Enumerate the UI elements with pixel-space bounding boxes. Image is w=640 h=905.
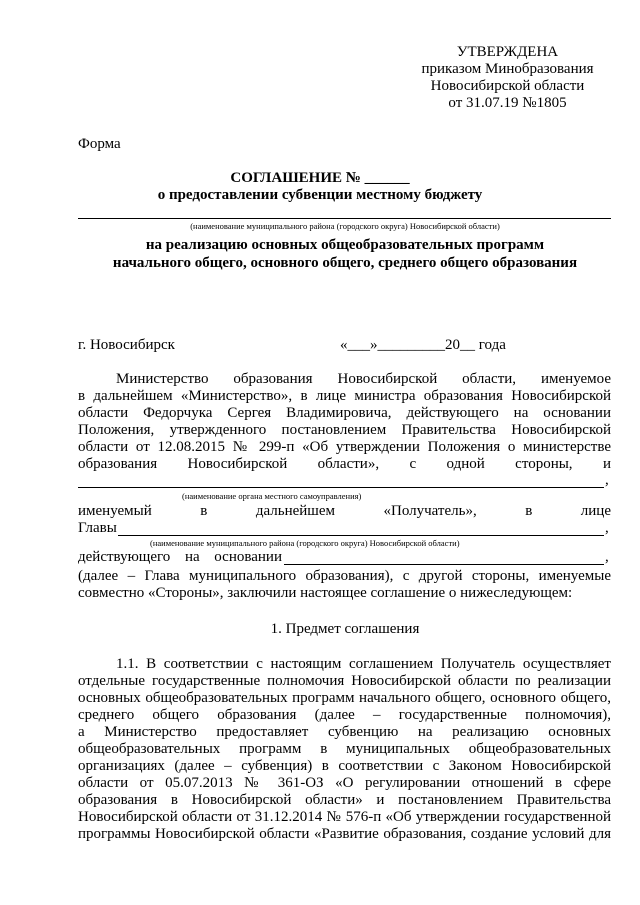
approval-line-4: от 31.07.19 №1805 <box>448 95 567 111</box>
section-1-title: 1. Предмет соглашения <box>270 621 420 637</box>
section-1-line-4: среднего общего образования (далее – государственные полномочия), <box>78 707 611 723</box>
municipality-caption: (наименование муниципального района (городского округа) Новосибирской области) <box>190 221 500 231</box>
local-gov-caption: (наименование органа местного самоуправления) <box>182 491 362 501</box>
comma-1: , <box>605 472 609 488</box>
preamble-line-5: области от 12.08.2015 № 299-п «Об утверждении Положения о министерстве <box>78 439 611 455</box>
approval-line-1: УТВЕРЖДЕНА <box>456 44 559 60</box>
approval-stamp <box>405 44 610 112</box>
section-1-line-6: общеобразовательных программ в муниципальных общеобразовательных <box>78 741 611 757</box>
approval-line-3: Новосибирской области <box>430 78 585 94</box>
preamble-line-7: именуемый в дальнейшем «Получатель», в лице <box>78 503 611 519</box>
preamble-line-3: области Федорчука Сергея Владимировича, действующего на основании <box>78 405 611 421</box>
preamble-line-1: Министерство образования Новосибирской области, именуемое <box>116 371 611 387</box>
local-gov-blank-line <box>78 487 604 488</box>
section-1-line-9: образования в Новосибирской области» и постановлением Правительства <box>78 792 611 808</box>
section-1-line-2: отдельные государственные полномочия Новосибирской области по реализации <box>78 673 611 689</box>
date-template: «___»_________20__ года <box>340 337 506 353</box>
agreement-subtitle: о предоставлении субвенции местному бюджету <box>157 187 483 203</box>
preamble-line-8-prefix: Главы <box>78 520 117 536</box>
section-1-line-7: организациях (далее – субвенция) в соответствии с Законом Новосибирской <box>78 758 611 774</box>
section-1-line-3: основных общеобразовательных программ начального общего, основного общего, <box>78 690 611 706</box>
municipality-blank-line <box>78 218 611 219</box>
purpose-line-2: начального общего, основного общего, среднего общего образования <box>112 255 578 271</box>
comma-2: , <box>605 520 609 536</box>
comma-3: , <box>605 549 609 565</box>
section-1-line-1: 1.1. В соответствии с настоящим соглашением Получатель осуществляет <box>116 656 611 672</box>
city: г. Новосибирск <box>78 337 175 353</box>
section-1-line-11: программы Новосибирской области «Развитие образования, создание условий для <box>78 826 611 842</box>
preamble-line-11: совместно «Стороны», заключили настоящее соглашение о нижеследующем: <box>78 585 573 601</box>
agreement-title: СОГЛАШЕНИЕ № ______ <box>230 170 410 186</box>
form-label: Форма <box>78 136 121 152</box>
preamble-line-10: (далее – Глава муниципального образования), с другой стороны, именуемые <box>78 568 611 584</box>
preamble-line-6: образования Новосибирской области», с одной стороны, и <box>78 456 611 472</box>
approval-line-2: приказом Минобразования <box>421 61 594 77</box>
section-1-line-5: а Министерство предоставляет субвенцию на реализацию основных <box>78 724 611 740</box>
preamble-line-2: в дальнейшем «Министерство», в лице министра образования Новосибирской <box>78 388 611 404</box>
section-1-line-8: области от 05.07.2013 № 361-ОЗ «О регулировании отношений в сфере <box>78 775 611 791</box>
preamble-line-9-prefix: действующего на основании <box>78 549 282 565</box>
basis-blank-line <box>284 564 604 565</box>
district-blank-line <box>118 535 604 536</box>
section-1-line-10: Новосибирской области от 31.12.2014 № 576-п «Об утверждении государственной <box>78 809 611 825</box>
district-caption: (наименование муниципального района (городского округа) Новосибирской области) <box>150 538 460 548</box>
purpose-line-1: на реализацию основных общеобразовательных программ <box>145 237 545 253</box>
preamble-line-4: Положения, утвержденного постановлением Правительства Новосибирской <box>78 422 611 438</box>
